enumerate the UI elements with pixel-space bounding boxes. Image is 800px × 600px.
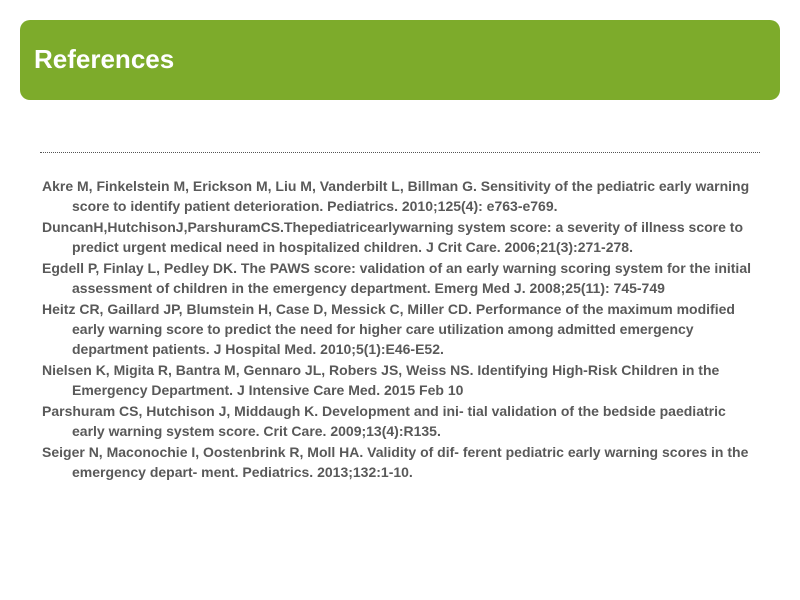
reference-item: Parshuram CS, Hutchison J, Middaugh K. Development and ini- tial validation of the bedside paediatric early warning system score. Crit Care. 2009;13(4):R135. (42, 403, 726, 439)
page-title: References (34, 44, 175, 74)
reference-item: Heitz CR, Gaillard JP, Blumstein H, Case D, Messick C, Miller CD. Performance of the maximum modified early warning score to predict the need for higher care utilization among admitted emergency department patients. J Hospital Med. 2010;5(1):E46-E52. (42, 301, 735, 357)
header-bar (20, 20, 780, 100)
reference-item: Nielsen K, Migita R, Bantra M, Gennaro JL, Robers JS, Weiss NS. Identifying High-Risk Children in the Emergency Department. J Intensive Care Med. 2015 Feb 10 (42, 362, 720, 398)
reference-list (42, 176, 762, 483)
reference-item: Egdell P, Finlay L, Pedley DK. The PAWS score: validation of an early warning scoring system for the initial assessment of children in the emergency department. Emerg Med J. 2008;25(11): 745-749 (42, 260, 751, 296)
reference-item: Seiger N, Maconochie I, Oostenbrink R, Moll HA. Validity of dif- ferent pediatric early warning scores in the emergency depart- ment. Pediatrics. 2013;132:1-10. (42, 444, 749, 480)
dotted-divider (40, 152, 760, 153)
reference-item: DuncanH,HutchisonJ,ParshuramCS.Thepediatricearlywarning system score: a severity of illness score to predict urgent medical need in hospitalized children. J Crit Care. 2006;21(3):271-278. (42, 219, 744, 255)
reference-item: Akre M, Finkelstein M, Erickson M, Liu M, Vanderbilt L, Billman G. Sensitivity of the pediatric early warning score to identify patient deterioration. Pediatrics. 2010;125(4): e763-e769. (42, 178, 750, 214)
